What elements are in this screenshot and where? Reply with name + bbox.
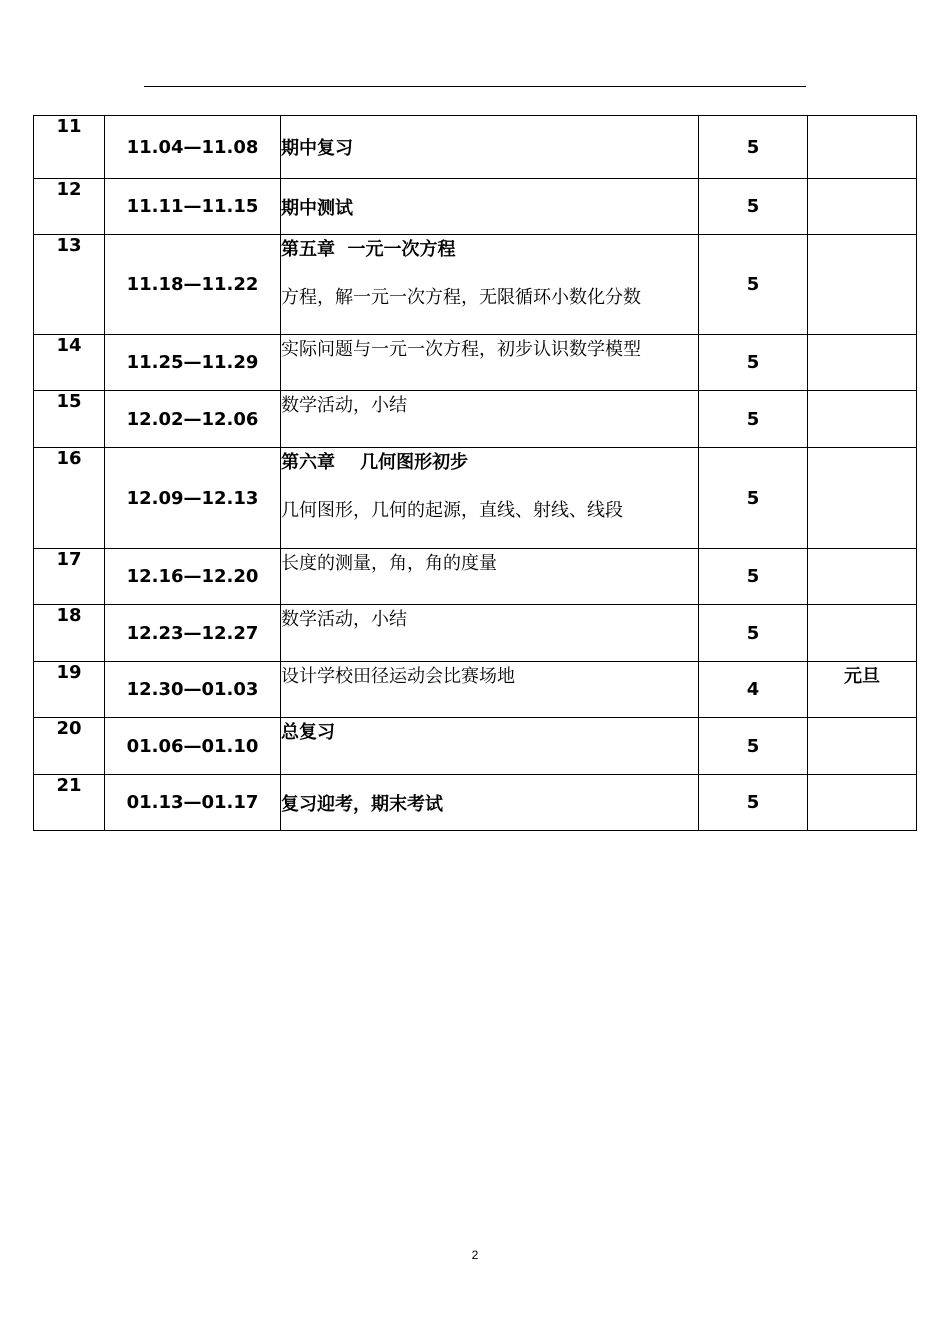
lesson-text: 期中测试 [281, 197, 353, 219]
table-row [34, 662, 917, 718]
class-hours: 5 [699, 718, 808, 775]
table-row [34, 335, 917, 391]
week-number: 13 [34, 235, 105, 335]
date-range: 12.16—12.20 [105, 549, 281, 605]
lesson-text: 总复习 [281, 722, 335, 743]
class-hours: 5 [699, 235, 808, 335]
table-row [34, 116, 917, 179]
lesson-content [281, 448, 699, 549]
class-hours: 4 [699, 662, 808, 718]
lesson-content [281, 549, 699, 605]
class-hours: 5 [699, 335, 808, 391]
class-hours: 5 [699, 605, 808, 662]
page-number: 2 [471, 1248, 479, 1262]
week-number: 20 [34, 718, 105, 775]
note [808, 116, 917, 179]
lesson-text: 实际问题与一元一次方程，初步认识数学模型 [281, 339, 641, 360]
class-hours: 5 [699, 549, 808, 605]
date-range: 12.02—12.06 [105, 391, 281, 448]
chapter-title: 第五章 一元一次方程 [281, 239, 456, 260]
table-row [34, 448, 917, 549]
note [808, 391, 917, 448]
note [808, 179, 917, 235]
table-row [34, 235, 917, 335]
week-number: 16 [34, 448, 105, 549]
week-number: 19 [34, 662, 105, 718]
note [808, 235, 917, 335]
date-range: 11.11—11.15 [105, 179, 281, 235]
schedule-table [33, 115, 917, 831]
table-row [34, 605, 917, 662]
date-range: 11.04—11.08 [105, 116, 281, 179]
week-number: 14 [34, 335, 105, 391]
note [808, 718, 917, 775]
week-number: 15 [34, 391, 105, 448]
table-row [34, 775, 917, 831]
date-range: 11.25—11.29 [105, 335, 281, 391]
date-range: 12.30—01.03 [105, 662, 281, 718]
class-hours: 5 [699, 179, 808, 235]
table-row [34, 179, 917, 235]
lesson-text: 几何图形，几何的起源，直线、射线、线段 [281, 500, 623, 521]
note [808, 775, 917, 831]
header-rule [144, 86, 806, 87]
class-hours: 5 [699, 775, 808, 831]
lesson-text: 数学活动，小结 [281, 395, 407, 416]
lesson-content [281, 235, 699, 335]
date-range: 01.06—01.10 [105, 718, 281, 775]
note [808, 335, 917, 391]
chapter-title: 第六章 几何图形初步 [281, 452, 469, 473]
lesson-text: 方程，解一元一次方程，无限循环小数化分数 [281, 287, 641, 308]
note [808, 605, 917, 662]
week-number: 11 [34, 116, 105, 179]
lesson-text: 数学活动，小结 [281, 609, 407, 630]
date-range: 12.09—12.13 [105, 448, 281, 549]
lesson-text: 复习迎考，期末考试 [281, 793, 443, 815]
date-range: 11.18—11.22 [105, 235, 281, 335]
note [808, 549, 917, 605]
lesson-content [281, 718, 699, 775]
lesson-content [281, 605, 699, 662]
week-number: 12 [34, 179, 105, 235]
date-range: 12.23—12.27 [105, 605, 281, 662]
lesson-text: 设计学校田径运动会比赛场地 [281, 666, 515, 687]
lesson-content [281, 391, 699, 448]
note: 元旦 [808, 662, 917, 718]
lesson-text: 长度的测量，角，角的度量 [281, 553, 497, 574]
week-number: 21 [34, 775, 105, 831]
note [808, 448, 917, 549]
class-hours: 5 [699, 391, 808, 448]
lesson-content [281, 775, 699, 831]
date-range: 01.13—01.17 [105, 775, 281, 831]
lesson-content [281, 662, 699, 718]
lesson-text: 期中复习 [281, 138, 353, 159]
lesson-content [281, 179, 699, 235]
table-row [34, 549, 917, 605]
table-row [34, 718, 917, 775]
class-hours: 5 [699, 448, 808, 549]
week-number: 18 [34, 605, 105, 662]
lesson-content [281, 335, 699, 391]
class-hours: 5 [699, 116, 808, 179]
table-row [34, 391, 917, 448]
lesson-content [281, 116, 699, 179]
week-number: 17 [34, 549, 105, 605]
